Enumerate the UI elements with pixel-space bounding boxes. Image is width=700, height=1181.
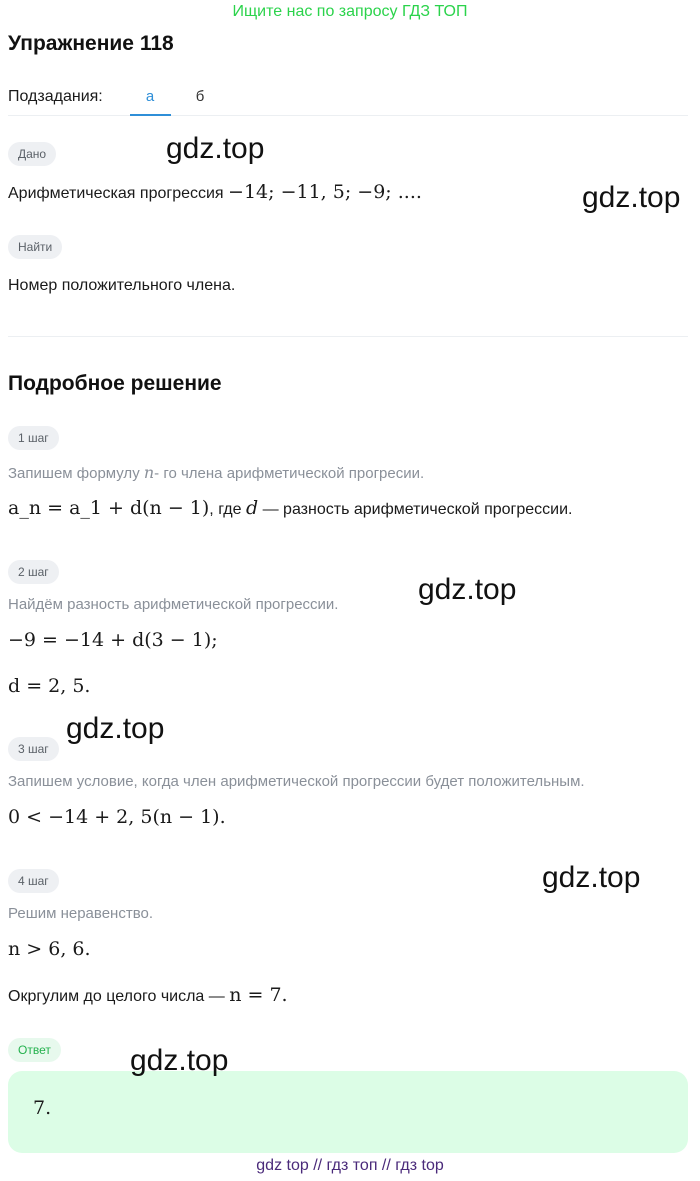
tab-subtask-a[interactable]: а <box>145 88 155 105</box>
step-3-hint: Запишем условие, когда член арифметической прогрессии будет положительным. <box>8 773 585 790</box>
search-banner: Ищите нас по запросу ГДЗ ТОП <box>232 3 468 20</box>
watermark: gdz.top <box>542 861 641 894</box>
tabs-divider <box>8 115 688 116</box>
step-4-badge: 4 шаг <box>8 869 59 893</box>
watermark: gdz.top <box>130 1044 229 1077</box>
step-1-formula-suffix: , где <box>209 501 246 518</box>
answer-value: 7. <box>33 1097 52 1119</box>
step-4-line-2 <box>8 984 288 1006</box>
step-4-line-2-math: n = 7. <box>229 984 288 1006</box>
step-4-hint: Решим неравенство. <box>8 905 153 922</box>
watermark: gdz.top <box>418 573 517 606</box>
step-1-hint-suffix: - го члена арифметической прогресии. <box>154 465 425 482</box>
step-1-badge: 1 шаг <box>8 426 59 450</box>
footer-links[interactable]: gdz top // гдз топ // гдз top <box>256 1157 444 1174</box>
step-1-hint-var: n <box>143 463 155 482</box>
active-tab-indicator <box>130 114 171 116</box>
given-badge: Дано <box>8 142 56 166</box>
solution-title: Подробное решение <box>8 372 222 395</box>
step-3-badge: 3 шаг <box>8 737 59 761</box>
step-1-hint-prefix: Запишем формулу <box>8 465 144 482</box>
section-divider <box>8 336 688 337</box>
answer-box <box>8 1071 688 1153</box>
step-2-line-1: −9 = −14 + d(3 − 1); <box>8 629 218 651</box>
watermark: gdz.top <box>166 132 265 165</box>
step-4-line-1: n > 6, 6. <box>8 938 91 960</box>
step-2-hint: Найдём разность арифметической прогрессии. <box>8 596 339 613</box>
step-1-var: d <box>245 497 259 519</box>
answer-badge: Ответ <box>8 1038 61 1062</box>
step-1-hint <box>8 463 424 482</box>
step-1-formula: a_n = a_1 + d(n − 1) <box>8 497 210 519</box>
watermark: gdz.top <box>66 712 165 745</box>
step-2-line-2: d = 2, 5. <box>8 675 91 697</box>
find-text: Номер положительного члена. <box>8 277 236 294</box>
step-1-formula-tail: — разность арифметической прогрессии. <box>258 501 573 518</box>
step-1-formula-line <box>8 497 572 519</box>
step-4-line-2-prefix: Окргулим до целого числа — <box>8 988 230 1005</box>
watermark: gdz.top <box>582 181 681 214</box>
given-text <box>8 181 422 203</box>
given-sequence: −14; −11, 5; −9; .... <box>228 181 422 203</box>
tab-subtask-b[interactable]: б <box>195 88 205 105</box>
page-title: Упражнение 118 <box>8 32 174 55</box>
subtasks-label: Подзадания: <box>8 88 103 105</box>
step-3-line-1: 0 < −14 + 2, 5(n − 1). <box>8 806 226 828</box>
step-2-badge: 2 шаг <box>8 560 59 584</box>
find-badge: Найти <box>8 235 62 259</box>
given-prefix: Арифметическая прогрессия <box>8 185 229 202</box>
